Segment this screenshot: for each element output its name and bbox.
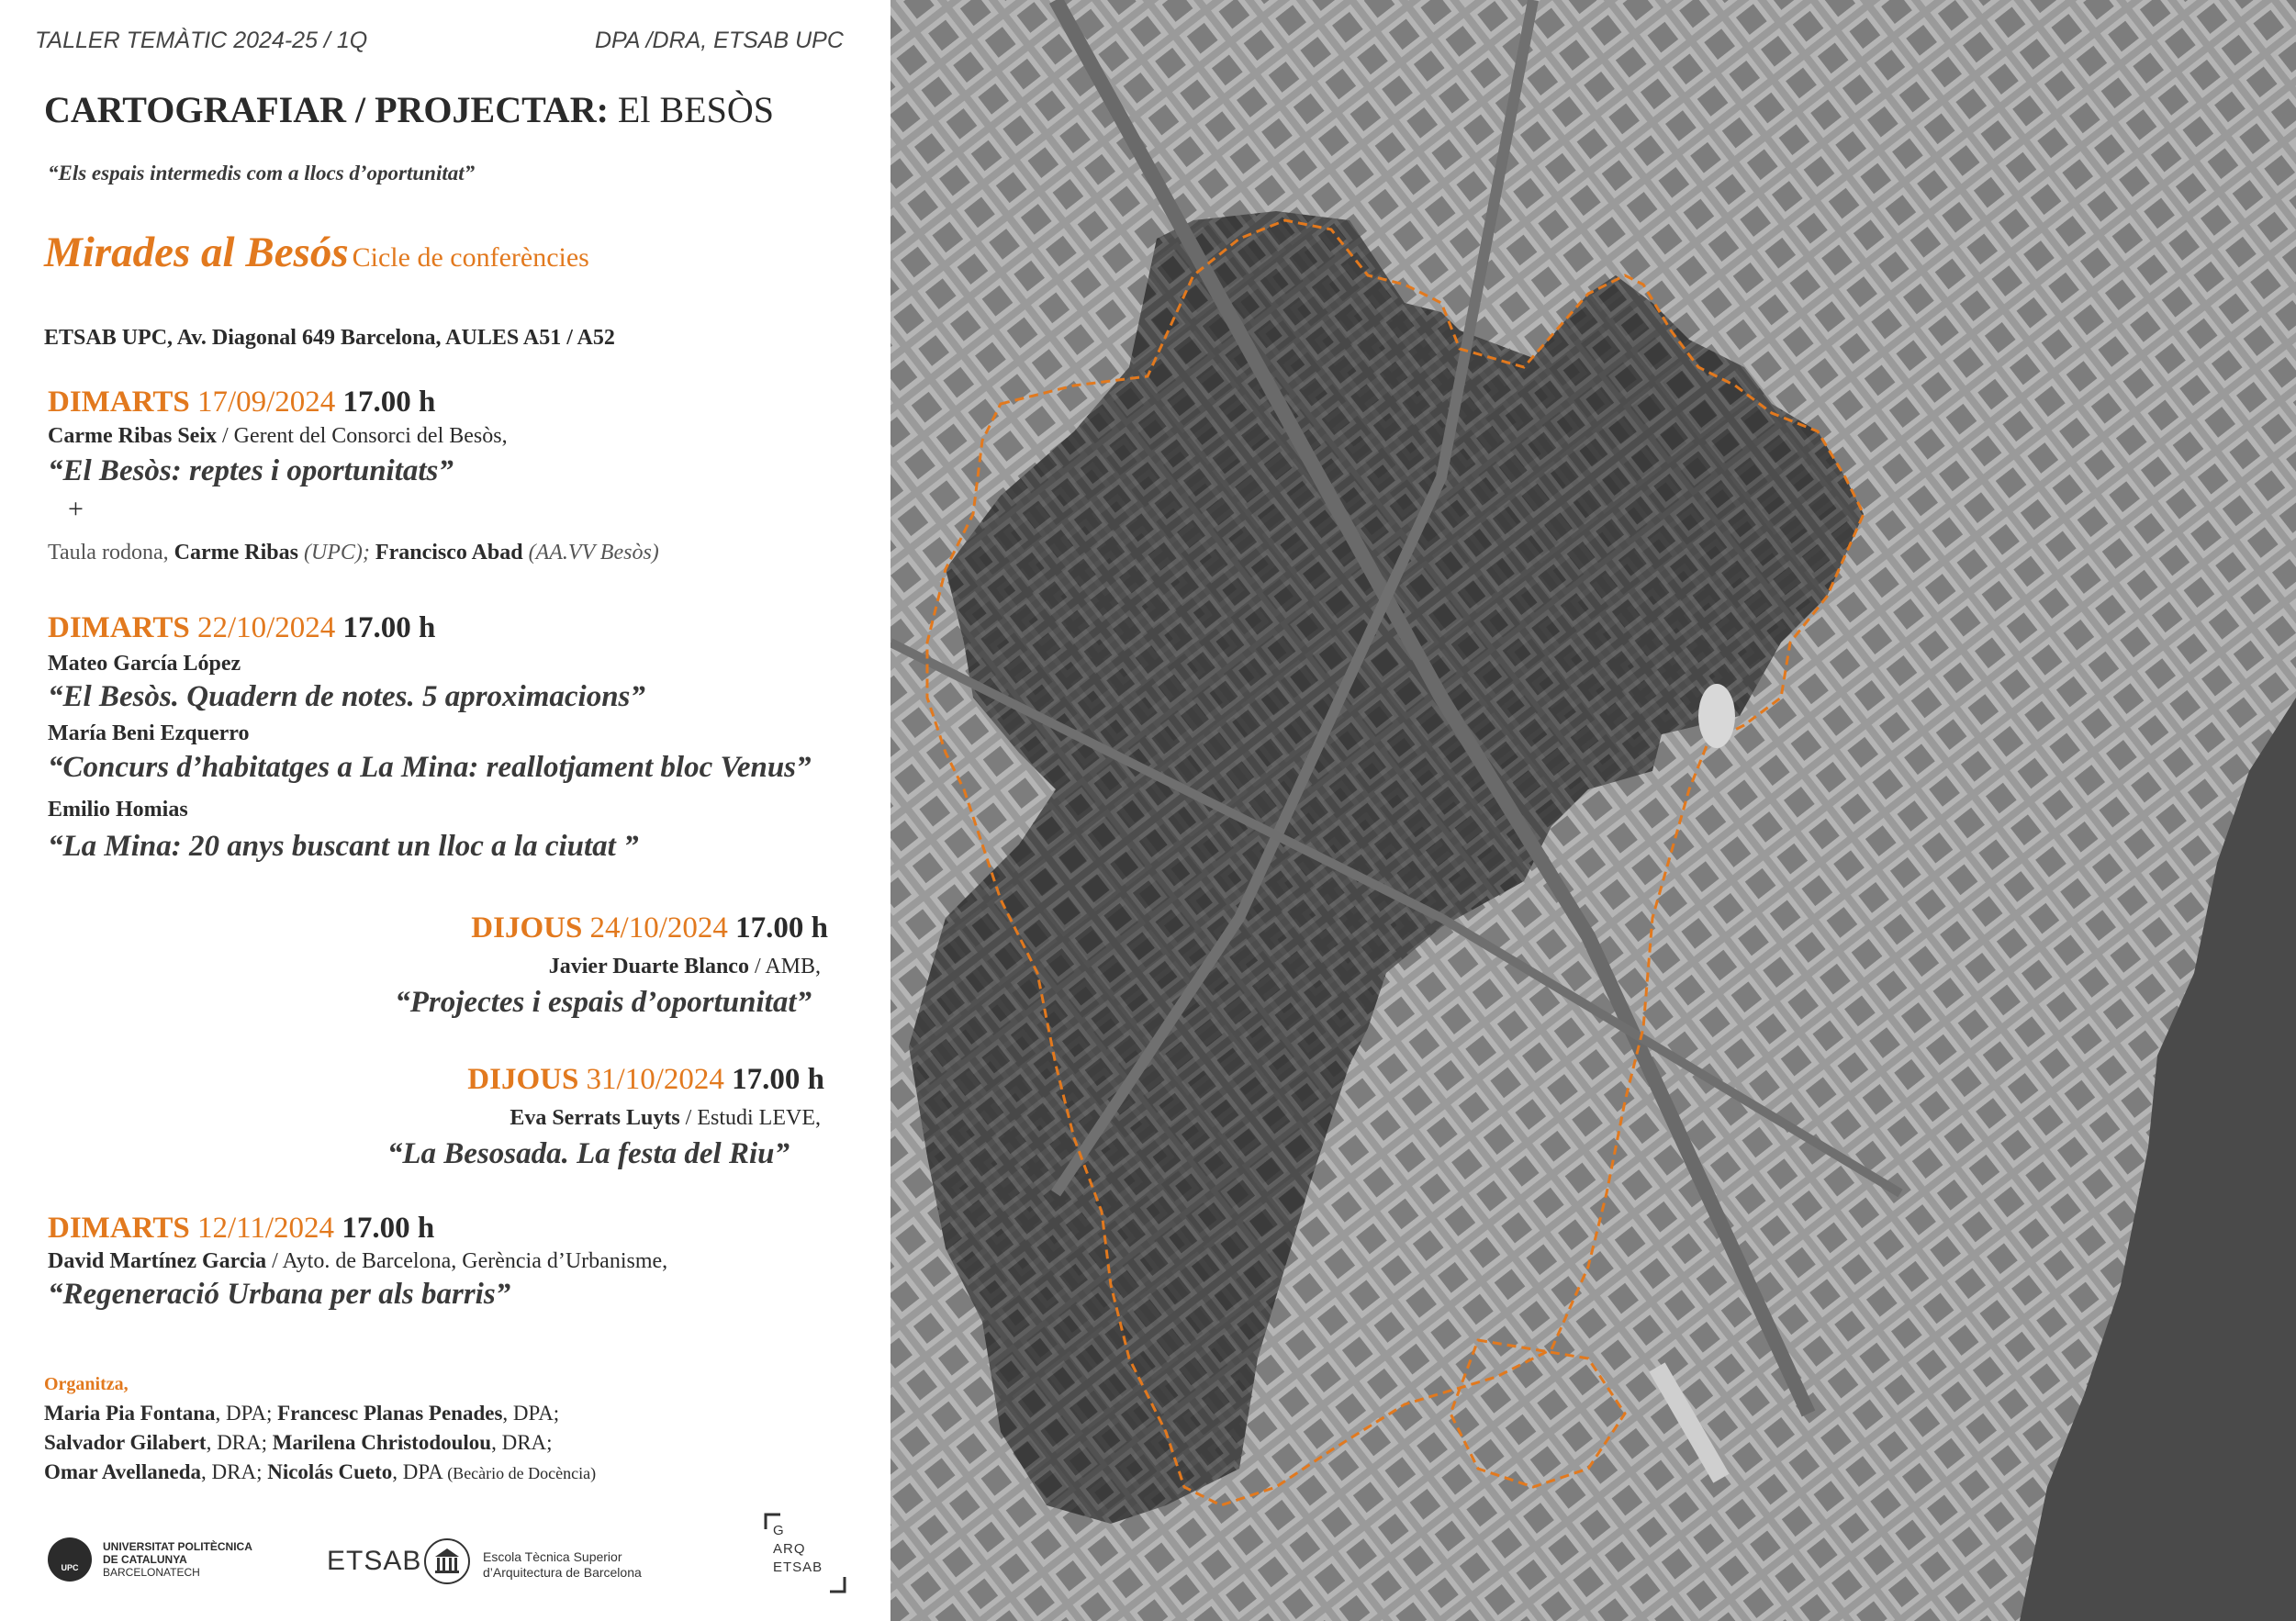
event-day: DIJOUS	[467, 1063, 579, 1096]
building-icon	[426, 1540, 468, 1582]
event-2-talk-2: “Concurs d’habitatges a La Mina: reallotjament bloc Venus”	[48, 751, 812, 784]
organizer-aff: , DRA;	[201, 1460, 268, 1483]
plus-sign: +	[68, 494, 84, 524]
event-time: 17.00 h	[342, 1212, 435, 1245]
event-day: DIMARTS	[48, 1212, 190, 1245]
speaker-name: Javier Duarte Blanco	[548, 955, 749, 978]
upc-logo-icon	[48, 1537, 92, 1582]
page-title	[44, 88, 774, 131]
upc-mark: UPC	[61, 1563, 79, 1572]
event-1-speaker	[48, 424, 508, 449]
garq-line-1: G	[773, 1523, 785, 1538]
aerial-map-svg	[890, 0, 2296, 1621]
organizers-label: Organitza,	[44, 1374, 129, 1394]
organizer-name: Francesc Planas Penades	[277, 1402, 503, 1425]
organizer-aff: , DPA;	[215, 1402, 278, 1425]
upc-wordmark	[103, 1540, 252, 1579]
event-4-date	[467, 1063, 824, 1097]
etsab-logo-icon	[424, 1538, 470, 1584]
title-regular: El BESÒS	[617, 89, 774, 130]
power-plant-towers	[1698, 684, 1735, 748]
organizer-name: Omar Avellaneda	[44, 1460, 202, 1483]
garq-line-3: ETSAB	[773, 1560, 823, 1575]
organizer-aff: , DPA	[392, 1460, 448, 1483]
organizers-line-2	[44, 1431, 553, 1455]
event-2-speaker-2: María Beni Ezquerro	[48, 721, 250, 745]
speaker-name: Eva Serrats Luyts	[510, 1106, 680, 1130]
event-2-speaker-1: Mateo García López	[48, 652, 241, 676]
etsab-line-2: d’Arquitectura de Barcelona	[483, 1565, 642, 1580]
event-1-date	[48, 386, 435, 419]
speaker-role: / Estudi LEVE,	[679, 1106, 821, 1130]
event-2-speaker-3: Emilio Homias	[48, 798, 188, 822]
garq-text	[773, 1522, 823, 1577]
event-3-date	[471, 911, 828, 945]
event-time: 17.00 h	[342, 386, 436, 419]
garq-line-2: ARQ	[773, 1541, 806, 1557]
organizer-name: Maria Pia Fontana	[44, 1402, 216, 1425]
organizer-aff: , DRA;	[206, 1431, 273, 1454]
course-label: TALLER TEMÀTIC 2024-25 / 1Q	[35, 28, 368, 53]
organizer-name: Nicolás Cueto	[267, 1460, 393, 1483]
etsab-wordmark: ETSAB	[327, 1546, 422, 1576]
event-time: 17.00 h	[735, 911, 828, 945]
organizers-line-1	[44, 1402, 559, 1425]
event-date: 31/10/2024	[586, 1063, 724, 1096]
poster-text-panel	[0, 0, 890, 1621]
event-time: 17.00 h	[342, 611, 436, 644]
event-5-speaker	[48, 1249, 667, 1274]
round-p2-name: Francisco Abad	[375, 541, 523, 565]
event-2-date	[48, 611, 435, 645]
venue: ETSAB UPC, Av. Diagonal 649 Barcelona, AULES A51 / A52	[44, 326, 615, 350]
event-2-talk-1: “El Besòs. Quadern de notes. 5 aproximacions”	[48, 680, 645, 713]
event-4-speaker	[510, 1106, 821, 1131]
event-date: 12/11/2024	[196, 1212, 335, 1245]
event-time: 17.00 h	[732, 1063, 824, 1096]
speaker-role: / Gerent del Consorci del Besòs,	[216, 424, 508, 448]
event-date: 24/10/2024	[589, 911, 728, 945]
aerial-map-image	[890, 0, 2296, 1621]
event-3-talk: “Projectes i espais d’oportunitat”	[395, 986, 812, 1019]
round-p1-aff: (UPC);	[297, 541, 375, 565]
upc-line-3: BARCELONATECH	[103, 1566, 200, 1579]
organizer-aff: , DRA;	[491, 1431, 553, 1454]
etsab-line-1: Escola Tècnica Superior	[483, 1549, 622, 1564]
event-day: DIMARTS	[48, 611, 190, 644]
round-table-prefix: Taula rodona,	[48, 541, 174, 565]
speaker-name: David Martínez Garcia	[48, 1249, 267, 1273]
organizer-name: Salvador Gilabert	[44, 1431, 207, 1454]
event-day: DIMARTS	[48, 386, 190, 419]
round-p2-aff: (AA.VV Besòs)	[522, 541, 659, 565]
round-p1-name: Carme Ribas	[174, 541, 298, 565]
event-day: DIJOUS	[471, 911, 583, 945]
department-label: DPA /DRA, ETSAB UPC	[595, 28, 844, 53]
speaker-role: / AMB,	[748, 955, 821, 978]
round-table	[48, 541, 659, 565]
upc-line-2: DE CATALUNYA	[103, 1553, 187, 1566]
etsab-full-name	[483, 1549, 642, 1581]
event-5-date	[48, 1212, 434, 1246]
event-5-talk: “Regeneració Urbana per als barris”	[48, 1278, 511, 1311]
speaker-name: Carme Ribas Seix	[48, 424, 217, 448]
event-4-talk: “La Besosada. La festa del Riu”	[386, 1137, 790, 1170]
event-3-speaker	[549, 955, 821, 979]
event-1-talk: “El Besòs: reptes i oportunitats”	[48, 454, 454, 487]
organizer-note: (Becàrio de Docència)	[447, 1464, 597, 1482]
event-2-talk-3: “La Mina: 20 anys buscant un lloc a la ciutat ”	[48, 830, 639, 863]
series-title	[44, 228, 589, 277]
title-bold: CARTOGRAFIAR / PROJECTAR:	[44, 89, 609, 130]
upc-line-1: UNIVERSITAT POLITÈCNICA	[103, 1540, 252, 1553]
series-kind: Cicle de conferències	[352, 242, 589, 273]
event-date: 17/09/2024	[196, 386, 336, 419]
subtitle: “Els espais intermedis com a llocs d’oportunitat”	[48, 162, 476, 184]
speaker-role: / Ayto. de Barcelona, Gerència d’Urbanisme,	[266, 1249, 668, 1273]
event-date: 22/10/2024	[196, 611, 336, 644]
series-name: Mirades al Besós	[44, 229, 349, 276]
organizers-line-3	[44, 1460, 596, 1484]
garq-logo	[762, 1513, 848, 1593]
organizer-aff: , DPA;	[502, 1402, 560, 1425]
organizer-name: Marilena Christodoulou	[272, 1431, 492, 1454]
